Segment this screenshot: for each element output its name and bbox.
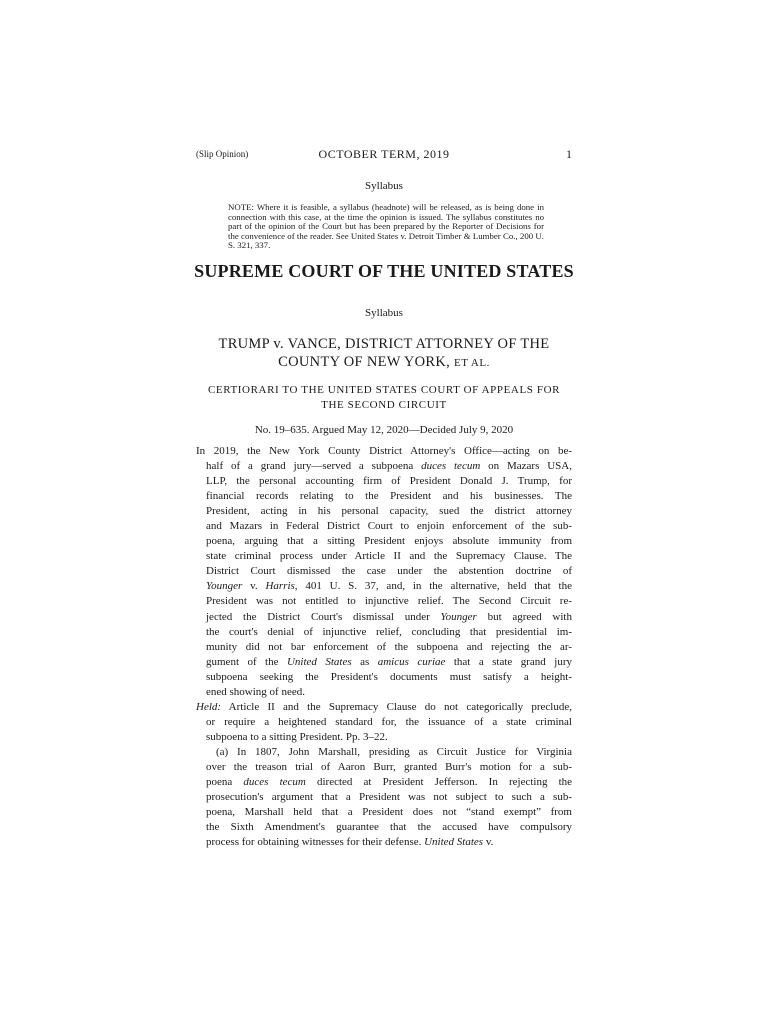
paragraph-held [196,700,572,745]
text-line: over the treason trial of Aaron Burr, granted Burr's motion for a sub- [206,760,572,773]
caption-line-1: TRUMP v. VANCE, DISTRICT ATTORNEY OF THE [218,336,550,352]
paragraph-a [196,745,572,850]
certiorari-line-2: THE SECOND CIRCUIT [321,399,447,411]
case-caption [200,335,568,372]
docket-line: No. 19–635. Argued May 12, 2020—Decided July 9, 2020 [254,424,514,436]
syllabus-body [196,444,572,850]
text-line: subpoena to a sitting President. Pp. 3–22. [206,730,388,743]
text-line: the Sixth Amendment's guarantee that the accused have compulsory [206,821,572,834]
text-line: the court's denial of injunctive relief, concluding that presidential im- [206,625,572,638]
text-line: President was not entitled to injunctive relief. The Second Circuit re- [206,595,572,608]
text-line: ened showing of need. [206,685,305,698]
text-line: state criminal process under Article II and the Supremacy Clause. The [206,550,572,563]
held-label: Held: [196,700,222,713]
text-line: President, acting in his personal capacity, sued the district attorney [206,505,572,518]
certiorari-line-1: CERTIORARI TO THE UNITED STATES COURT OF APPEALS FOR [207,384,561,396]
caption-line-2 [200,353,568,372]
text-line: poena, arguing that a sitting President enjoys absolute immunity from [206,535,572,548]
text-line: In 2019, the New York County District Attorney's Office—acting on be- [196,445,572,457]
text-line: LLP, the personal accounting firm of President Donald J. Trump, for [206,475,572,488]
term-label: OCTOBER TERM, 2019 [318,147,450,161]
text-line: Younger v. Harris, 401 U. S. 37, and, in the alternative, held that the [206,580,572,593]
text-line: Held: Article II and the Supremacy Clause do not categorically preclude, [196,700,572,713]
reporter-note: NOTE: Where it is feasible, a syllabus (headnote) will be released, as is being done in connection with this case, at the time the opinion is issued. The syllabus constitutes no part of the opinion of the Court but has been prepared by the Reporter of Decisions for the convenience of the reader. See United States v. Detroit Timber & Lumber Co., 200 U. S. 321, 337. [228,202,544,251]
text-line: poena, Marshall held that a President does not “stand exempt” from [206,806,572,819]
caption-county: COUNTY OF NEW YORK, [278,354,451,370]
paragraph-background [196,444,572,700]
text-line: process for obtaining witnesses for their defense. United States v. [206,836,494,849]
text-line: half of a grand jury—served a subpoena duces tecum on Mazars USA, [206,460,572,473]
text-line: prosecution's argument that a President was not subject to such a sub- [206,791,572,804]
text-line: subpoena seeking the President's documents must satisfy a height- [206,670,572,683]
text-line: poena duces tecum directed at President Jefferson. In rejecting the [206,776,572,789]
page-number: 1 [566,147,572,161]
caption-et-al: ET AL. [454,357,490,369]
running-header [196,147,572,163]
text-line: (a) In 1807, John Marshall, presiding as Circuit Justice for Virginia [216,745,572,758]
text-line: munity did not bar enforcement of the subpoena and rejecting the ar- [206,640,572,653]
text-line: financial records relating to the President and his businesses. The [206,490,572,503]
text-line: and Mazars in Federal District Court to enjoin enforcement of the sub- [206,520,572,533]
syllabus-heading: Syllabus [365,180,403,192]
syllabus-subheading: Syllabus [365,307,403,319]
slip-opinion-label: (Slip Opinion) [196,149,249,159]
text-line: jected the District Court's dismissal under Younger but agreed with [206,610,572,623]
court-name: SUPREME COURT OF THE UNITED STATES [194,261,574,281]
text-line: gument of the United States as amicus curiae that a state grand jury [206,655,572,668]
text-line: or require a heightened standard for, the issuance of a state criminal [206,715,572,728]
text-line: District Court dismissed the case under the abstention doctrine of [206,565,572,578]
certiorari-line [190,383,578,413]
